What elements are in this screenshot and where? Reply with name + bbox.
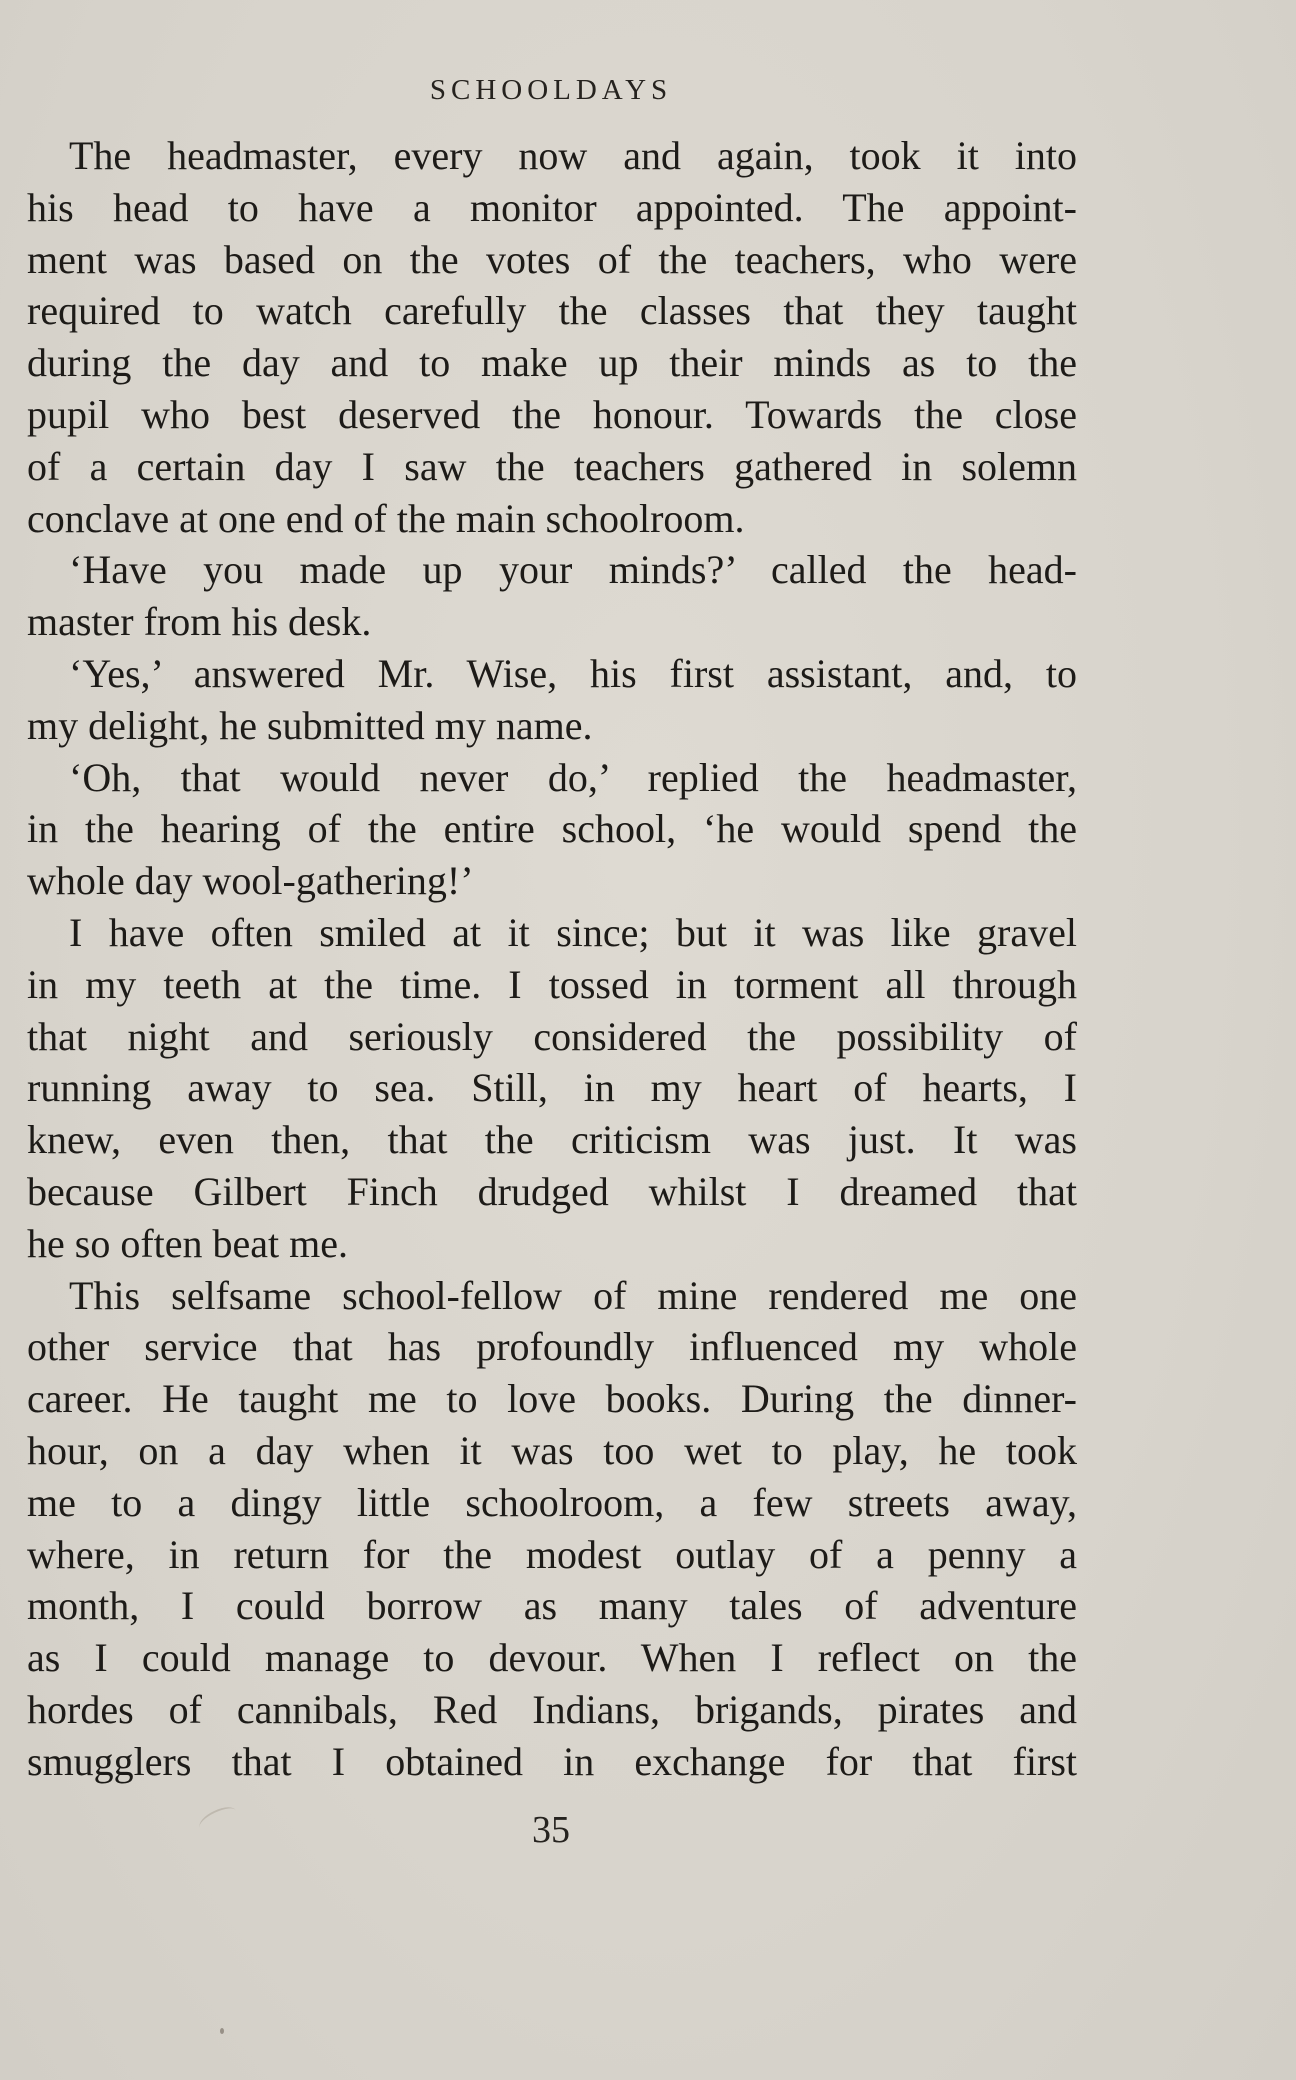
running-head: SCHOOLDAYS — [429, 74, 673, 106]
text-line: hour, on a day when it was too wet to play, he took — [27, 1427, 1077, 1473]
text-line: hordes of cannibals, Red Indians, brigands, pirates and — [27, 1686, 1077, 1732]
text-line: of a certain day I saw the teachers gathered in solemn — [27, 443, 1077, 489]
text-line: he so often beat me. — [27, 1220, 348, 1266]
text-line: conclave at one end of the main schoolroom. — [27, 495, 745, 541]
text-line: as I could manage to devour. When I reflect on the — [27, 1635, 1077, 1681]
text-line: in the hearing of the entire school, ‘he would spend the — [27, 806, 1077, 852]
text-line: running away to sea. Still, in my heart of hearts, I — [27, 1065, 1077, 1111]
text-line: in my teeth at the time. I tossed in torment all through — [27, 961, 1077, 1007]
text-line: whole day wool-gathering!’ — [27, 858, 474, 904]
text-line: his head to have a monitor appointed. The appoint- — [27, 184, 1077, 230]
text-line: during the day and to make up their minds as to the — [27, 340, 1077, 386]
text-line: This selfsame school-fellow of mine rendered me one — [69, 1272, 1077, 1318]
body-text — [27, 130, 1077, 1788]
text-line: month, I could borrow as many tales of adventure — [27, 1583, 1077, 1629]
text-line: knew, even then, that the criticism was just. It was — [27, 1117, 1077, 1163]
text-line: pupil who best deserved the honour. Towards the close — [27, 391, 1077, 437]
text-line: ment was based on the votes of the teachers, who were — [27, 236, 1077, 282]
text-line: my delight, he submitted my name. — [27, 702, 593, 748]
text-line: The headmaster, every now and again, took it into — [69, 133, 1077, 178]
page-number: 35 — [532, 1809, 570, 1851]
paper-speck-mark — [220, 2028, 224, 2034]
text-line: me to a dingy little schoolroom, a few streets away, — [27, 1479, 1077, 1525]
text-line: master from his desk. — [27, 599, 372, 645]
text-line: career. He taught me to love books. During the dinner- — [27, 1376, 1077, 1422]
text-line: smugglers that I obtained in exchange for that first — [27, 1738, 1077, 1784]
text-line: ‘Oh, that would never do,’ replied the headmaster, — [69, 754, 1077, 800]
text-line: I have often smiled at it since; but it was like gravel — [69, 909, 1077, 955]
text-line: required to watch carefully the classes that they taught — [27, 288, 1077, 334]
text-line: where, in return for the modest outlay of a penny a — [27, 1531, 1077, 1577]
text-line: that night and seriously considered the possibility of — [27, 1013, 1077, 1059]
text-line: because Gilbert Finch drudged whilst I dreamed that — [27, 1168, 1077, 1214]
text-line: ‘Yes,’ answered Mr. Wise, his first assistant, and, to — [69, 650, 1077, 696]
text-line: other service that has profoundly influenced my whole — [27, 1324, 1077, 1370]
text-line: ‘Have you made up your minds?’ called the head- — [69, 547, 1077, 593]
